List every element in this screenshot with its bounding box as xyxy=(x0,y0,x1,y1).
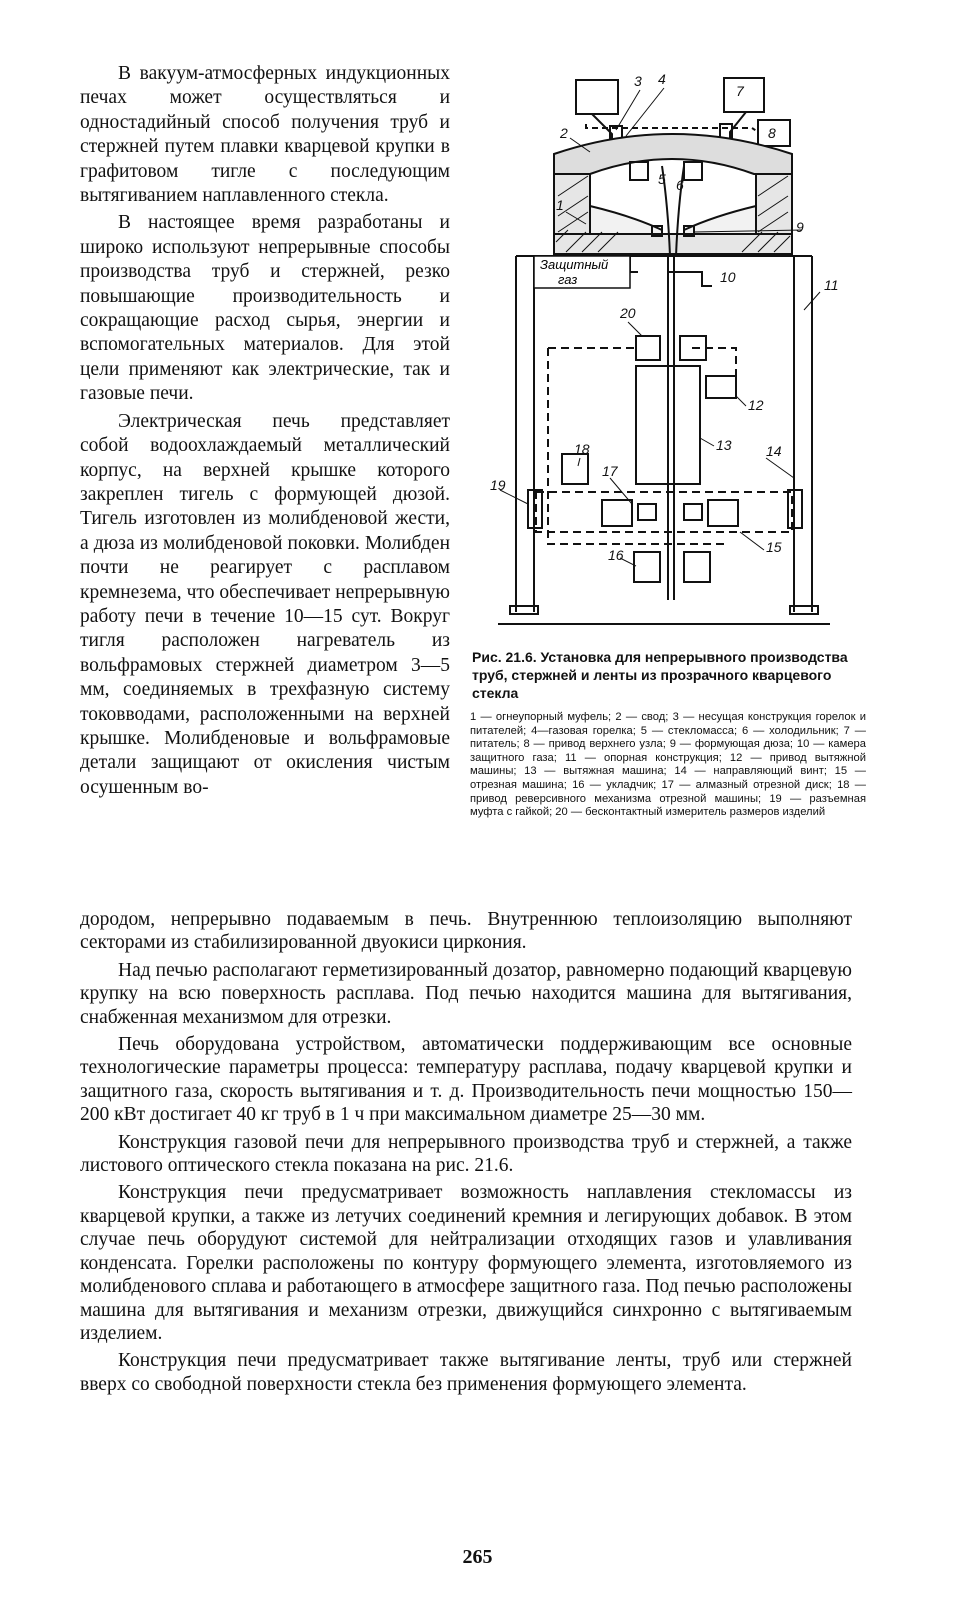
gas-label-line2: газ xyxy=(558,272,578,287)
label-15: 15 xyxy=(766,539,782,555)
label-16: 16 xyxy=(608,547,624,563)
label-5: 5 xyxy=(658,171,666,187)
label-4: 4 xyxy=(658,71,666,87)
label-20: 20 xyxy=(620,305,636,321)
furnace-diagram xyxy=(462,66,870,646)
page-number: 265 xyxy=(462,1546,493,1568)
label-18: 18 xyxy=(574,441,590,457)
label-19: 19 xyxy=(490,477,506,493)
label-1: 1 xyxy=(556,197,564,213)
feeder-box-7 xyxy=(724,78,764,112)
feeder-box-left xyxy=(576,80,618,114)
label-10: 10 xyxy=(720,269,736,285)
paragraph: Печь оборудована устройством, автоматически поддерживающим все основные технологические параметры процесса: температуру расплава, подачу кварцевой крупки и защитного газа, скорость вытягивания и т. д. Производительность печи мощностью 150—200 кВт достигает 40 кг труб в 1 ч при максимальном диаметре 25—30 мм. xyxy=(80,1034,852,1126)
paragraph: Конструкция печи предусматривает возможность наплавления стекломассы из кварцевой крупки, а также из летучих соединений кремния и легирующих добавок. В этом случае печь оборудуют системой для нейтрализации отходящих газов и улавливания конденсата. Горелки расположены по контуру формующего элемента, изготовляемого из молибденового сплава и работающего в атмосфере защитного газа. Под печью расположены машина для вытягивания и механизм отрезки, движущийся синхронно с вытягиваемым изделием. xyxy=(80,1182,852,1344)
paragraph: Над печью располагают герметизированный дозатор, равномерно подающий кварцевую крупку на всю поверхность расплава. Под печью находится машина для вытягивания, снабженная механизмом для отрезки. xyxy=(80,959,852,1028)
label-12: 12 xyxy=(748,397,764,413)
label-3: 3 xyxy=(634,73,642,89)
paragraph: Конструкция газовой печи для непрерывного производства труб и стержней, а также листового оптического стекла показана на рис. 21.6. xyxy=(80,1131,852,1177)
label-13: 13 xyxy=(716,437,732,453)
paragraph: В настоящее время разработаны и широко используют непрерывные способы производства труб и стержней, резко повышающие производительность и сокращающие расход сырья, энергии и вспомогательных материалов. Для этой цели применяют как электрические, так и газовые печи. xyxy=(80,212,450,405)
gas-label-line1: Защитный xyxy=(540,257,609,272)
left-column-text xyxy=(80,62,450,803)
label-11: 11 xyxy=(824,277,839,293)
full-width-text xyxy=(80,908,852,1400)
paragraph: дородом, непрерывно подаваемым в печь. Внутреннюю теплоизоляцию выполняют секторами из стабилизированной двуокиси циркония. xyxy=(80,909,852,954)
paragraph: Конструкция печи предусматривает также вытягивание ленты, труб или стержней вверх со свободной поверхности стекла без применения формующего элемента. xyxy=(80,1350,852,1395)
label-2: 2 xyxy=(560,125,568,141)
paragraph: Электрическая печь представляет собой водоохлаждаемый металлический корпус, на верхней крышке которого закреплен тигель с формующей дюзой. Тигель изготовлен из молибденовой жести, а дюза из молибденовой поковки. Молибден почти не реагирует с расплавом кремнезема, что обеспечивает непрерывную работу печи в течение 10—15 сут. Вокруг тигля расположен нагреватель из вольфрамовых стержней диаметром 3—5 мм, соединяемых в трехфазную систему токовводами, расположенными на верхней крышке. Молибденовые и вольфрамовые детали защищают от окисления чистым осушенным во- xyxy=(80,410,450,798)
label-14: 14 xyxy=(766,443,782,459)
figure-legend: 1 — огнеупорный муфель; 2 — свод; 3 — несущая конструкция горелок и питателей; 4—газовая горелка; 5 — стекломасса; 6 — холодильник; 7 — питатель; 8 — привод верхнего узла; 9 — формующая дюза; 10 — камера защитного газа; 11 — опорная конструкция; 12 — привод вытяжной машины; 13 — вытяжная машина; 14 — направляющий винт; 15 — отрезная машина; 16 — укладчик; 17 — алмазный отрезной диск; 18 — привод реверсивного механизма отрезной машины; 19 — разъемная муфта с гайкой; 20 — бесконтактный измеритель размеров изделий xyxy=(470,711,866,819)
label-6: 6 xyxy=(676,177,684,193)
label-7: 7 xyxy=(736,83,744,99)
paragraph: В вакуум-атмосферных индукционных печах может осуществляться и одностадийный способ получения труб и стержней путем плавки кварцевой крупки в графитовом тигле с последующим вытягиванием наплавленного стекла. xyxy=(80,63,450,207)
figure-caption: Рис. 21.6. Установка для непрерывного производства труб, стержней и ленты из прозрачного кварцевого стекла xyxy=(472,649,848,701)
label-9: 9 xyxy=(796,219,804,235)
label-8: 8 xyxy=(768,125,776,141)
label-17: 17 xyxy=(602,463,618,479)
